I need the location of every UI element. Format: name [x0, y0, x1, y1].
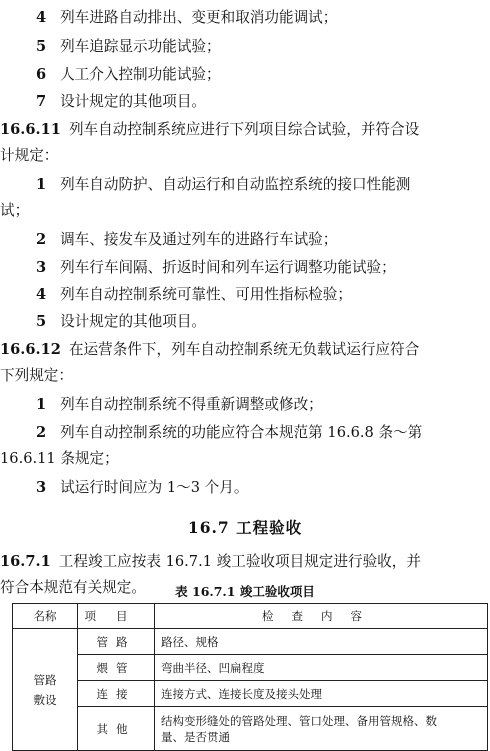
item-continuation: 16.6.11 条规定； [0, 450, 119, 467]
item-text: 列车追踪显示功能试验； [60, 38, 221, 55]
clause-16-7-1 [0, 552, 490, 572]
list-item [0, 285, 490, 305]
item-text: 列车自动控制系统的功能应符合本规范第 16.6.8 条～第 [60, 424, 423, 441]
item-number: 6 [36, 66, 47, 83]
item-cell: 煨管 [78, 655, 155, 681]
item-cell: 管路 [78, 629, 155, 655]
list-item [0, 230, 490, 250]
clause-text: 在运营条件下，列车自动控制系统无负载试运行应符合 [68, 341, 420, 358]
item-text: 设计规定的其他项目。 [60, 313, 207, 330]
item-text: 列车自动控制系统可靠性、可用性指标检验； [60, 286, 352, 303]
item-text: 列车自动防护、自动运行和自动监控系统的接口性能测 [60, 176, 411, 193]
item-number: 5 [36, 38, 47, 55]
item-text: 列车进路自动排出、变更和取消功能调试； [60, 9, 338, 26]
item-text: 列车自动控制系统不得重新调整或修改； [60, 396, 323, 413]
acceptance-table [12, 603, 488, 751]
list-item [0, 92, 490, 112]
clause-continuation: 下列规定： [0, 367, 73, 384]
item-number: 1 [36, 396, 47, 413]
category-line: 敷设 [33, 692, 57, 707]
item-number: 7 [36, 93, 47, 110]
item-number: 3 [36, 259, 47, 276]
clause-continuation: 符合本规范有关规定。 [0, 579, 146, 596]
category-line: 管路 [33, 672, 57, 687]
list-item [0, 312, 490, 332]
clause-number: 16.7.1 [0, 553, 51, 570]
content-cell: 路径、规格 [155, 629, 488, 655]
list-item [0, 8, 490, 28]
header-item: 项目 [78, 604, 155, 629]
item-number: 3 [36, 479, 47, 496]
item-number: 2 [36, 231, 47, 248]
item-continuation: 试； [0, 202, 30, 219]
content-line: 量、是否贯通 [161, 729, 230, 744]
table-header-row [13, 604, 488, 629]
item-text: 人工介入控制功能试验； [60, 66, 221, 83]
clause-16-6-11 [0, 120, 490, 140]
table-row [13, 655, 488, 681]
item-number: 4 [36, 9, 47, 26]
content-cell: 连接方式、连接长度及接头处理 [155, 681, 488, 707]
list-item [0, 395, 490, 415]
list-item [0, 478, 490, 498]
table-row [13, 681, 488, 707]
item-text: 试运行时间应为 1～3 个月。 [60, 479, 249, 496]
clause-text: 列车自动控制系统应进行下列项目综合试验，并符合设 [68, 121, 420, 138]
item-cell: 其他 [78, 707, 155, 751]
table-title: 表 16.7.1 竣工验收项目 [175, 584, 315, 599]
clause-continuation: 计规定： [0, 147, 59, 164]
list-item [0, 37, 490, 57]
clause-number: 16.6.11 [0, 121, 61, 138]
category-cell [13, 629, 78, 751]
table-row [13, 707, 488, 751]
item-cell: 连接 [78, 681, 155, 707]
content-line: 结构变形缝处的管路处理、管口处理、备用管规格、数 [161, 713, 437, 728]
item-number: 1 [36, 176, 47, 193]
header-name: 名称 [13, 604, 78, 629]
clause-16-6-12 [0, 340, 490, 360]
header-content: 检查内容 [155, 604, 488, 629]
section-heading: 16.7 工程验收 [187, 518, 303, 537]
item-number: 4 [36, 286, 47, 303]
item-text: 调车、接发车及通过列车的进路行车试验； [60, 231, 338, 248]
content-cell: 弯曲半径、凹扁程度 [155, 655, 488, 681]
item-text: 设计规定的其他项目。 [60, 93, 207, 110]
table-row [13, 629, 488, 655]
clause-number: 16.6.12 [0, 341, 61, 358]
list-item [0, 65, 490, 85]
list-item [0, 175, 490, 195]
list-item [0, 258, 490, 278]
item-text: 列车行车间隔、折返时间和列车运行调整功能试验； [60, 259, 396, 276]
content-cell [155, 707, 488, 751]
item-number: 2 [36, 424, 47, 441]
item-number: 5 [36, 313, 47, 330]
clause-text: 工程竣工应按表 16.7.1 竣工验收项目规定进行验收，并 [58, 553, 421, 570]
list-item [0, 423, 490, 443]
